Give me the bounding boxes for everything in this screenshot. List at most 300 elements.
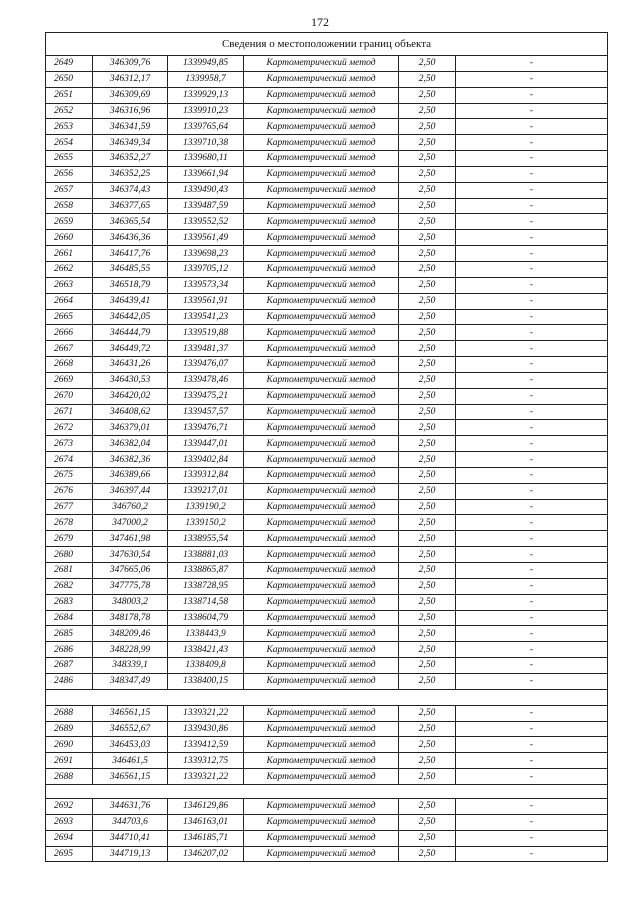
y-coordinate-cell: 1338443,9 [168, 626, 244, 642]
x-coordinate-cell: 347000,2 [93, 515, 168, 531]
y-coordinate-cell: 1338400,15 [168, 673, 244, 689]
y-coordinate-cell: 1339490,43 [168, 182, 244, 198]
accuracy-cell: 2,50 [399, 420, 456, 436]
description-cell: - [456, 277, 608, 293]
point-number-cell: 2681 [46, 563, 93, 579]
accuracy-cell: 2,50 [399, 246, 456, 262]
y-coordinate-cell: 1339457,57 [168, 404, 244, 420]
method-cell: Картометрический метод [244, 357, 399, 373]
accuracy-cell: 2,50 [399, 119, 456, 135]
point-number-cell: 2667 [46, 341, 93, 357]
y-coordinate-cell: 1339949,85 [168, 56, 244, 72]
y-coordinate-cell: 1339698,23 [168, 246, 244, 262]
y-coordinate-cell: 1346207,02 [168, 846, 244, 862]
x-coordinate-cell: 346431,26 [93, 357, 168, 373]
table-row [46, 563, 608, 579]
table-row [46, 658, 608, 674]
accuracy-cell: 2,50 [399, 846, 456, 862]
accuracy-cell: 2,50 [399, 798, 456, 814]
y-coordinate-cell: 1339541,23 [168, 309, 244, 325]
description-cell: - [456, 71, 608, 87]
method-cell: Картометрический метод [244, 499, 399, 515]
description-cell: - [456, 420, 608, 436]
x-coordinate-cell: 346382,36 [93, 452, 168, 468]
method-cell: Картометрический метод [244, 56, 399, 72]
method-cell: Картометрический метод [244, 420, 399, 436]
description-cell: - [456, 658, 608, 674]
point-number-cell: 2673 [46, 436, 93, 452]
table-row [46, 753, 608, 769]
point-number-cell: 2683 [46, 594, 93, 610]
accuracy-cell: 2,50 [399, 814, 456, 830]
x-coordinate-cell: 346349,34 [93, 135, 168, 151]
description-cell: - [456, 357, 608, 373]
y-coordinate-cell: 1338409,8 [168, 658, 244, 674]
y-coordinate-cell: 1339519,88 [168, 325, 244, 341]
point-number-cell: 2694 [46, 830, 93, 846]
table-row [46, 372, 608, 388]
point-number-cell: 2674 [46, 452, 93, 468]
table-row [46, 642, 608, 658]
x-coordinate-cell: 346461,5 [93, 753, 168, 769]
accuracy-cell: 2,50 [399, 166, 456, 182]
y-coordinate-cell: 1338604,79 [168, 610, 244, 626]
point-number-cell: 2664 [46, 293, 93, 309]
accuracy-cell: 2,50 [399, 610, 456, 626]
table-row [46, 467, 608, 483]
accuracy-cell: 2,50 [399, 705, 456, 721]
y-coordinate-cell: 1339765,64 [168, 119, 244, 135]
description-cell: - [456, 56, 608, 72]
method-cell: Картометрический метод [244, 846, 399, 862]
point-number-cell: 2687 [46, 658, 93, 674]
accuracy-cell: 2,50 [399, 769, 456, 785]
point-number-cell: 2665 [46, 309, 93, 325]
accuracy-cell: 2,50 [399, 531, 456, 547]
description-cell: - [456, 594, 608, 610]
point-number-cell: 2691 [46, 753, 93, 769]
x-coordinate-cell: 346312,17 [93, 71, 168, 87]
description-cell: - [456, 341, 608, 357]
description-cell: - [456, 166, 608, 182]
method-cell: Картометрический метод [244, 103, 399, 119]
point-number-cell: 2675 [46, 467, 93, 483]
x-coordinate-cell: 346417,76 [93, 246, 168, 262]
y-coordinate-cell: 1338881,03 [168, 547, 244, 563]
x-coordinate-cell: 346377,65 [93, 198, 168, 214]
method-cell: Картометрический метод [244, 261, 399, 277]
method-cell: Картометрический метод [244, 578, 399, 594]
point-number-cell: 2666 [46, 325, 93, 341]
group-separator-cell [46, 689, 608, 705]
x-coordinate-cell: 346352,25 [93, 166, 168, 182]
table-row [46, 293, 608, 309]
x-coordinate-cell: 346397,44 [93, 483, 168, 499]
x-coordinate-cell: 347775,78 [93, 578, 168, 594]
table-row [46, 721, 608, 737]
accuracy-cell: 2,50 [399, 830, 456, 846]
y-coordinate-cell: 1339430,86 [168, 721, 244, 737]
x-coordinate-cell: 348339,1 [93, 658, 168, 674]
table-row [46, 578, 608, 594]
x-coordinate-cell: 348347,49 [93, 673, 168, 689]
x-coordinate-cell: 347461,98 [93, 531, 168, 547]
x-coordinate-cell: 346352,27 [93, 151, 168, 167]
point-number-cell: 2669 [46, 372, 93, 388]
description-cell: - [456, 798, 608, 814]
point-number-cell: 2660 [46, 230, 93, 246]
table-row [46, 673, 608, 689]
x-coordinate-cell: 346430,53 [93, 372, 168, 388]
accuracy-cell: 2,50 [399, 658, 456, 674]
table-row [46, 798, 608, 814]
table-row [46, 404, 608, 420]
y-coordinate-cell: 1339150,2 [168, 515, 244, 531]
x-coordinate-cell: 344631,76 [93, 798, 168, 814]
accuracy-cell: 2,50 [399, 198, 456, 214]
table-row [46, 261, 608, 277]
table-row [46, 230, 608, 246]
accuracy-cell: 2,50 [399, 753, 456, 769]
method-cell: Картометрический метод [244, 293, 399, 309]
x-coordinate-cell: 346760,2 [93, 499, 168, 515]
y-coordinate-cell: 1339402,84 [168, 452, 244, 468]
x-coordinate-cell: 346316,96 [93, 103, 168, 119]
y-coordinate-cell: 1339710,38 [168, 135, 244, 151]
y-coordinate-cell: 1339705,12 [168, 261, 244, 277]
description-cell: - [456, 578, 608, 594]
description-cell: - [456, 404, 608, 420]
y-coordinate-cell: 1339481,37 [168, 341, 244, 357]
accuracy-cell: 2,50 [399, 71, 456, 87]
point-number-cell: 2695 [46, 846, 93, 862]
accuracy-cell: 2,50 [399, 673, 456, 689]
description-cell: - [456, 119, 608, 135]
description-cell: - [456, 705, 608, 721]
method-cell: Картометрический метод [244, 769, 399, 785]
method-cell: Картометрический метод [244, 182, 399, 198]
y-coordinate-cell: 1339312,75 [168, 753, 244, 769]
description-cell: - [456, 547, 608, 563]
y-coordinate-cell: 1339573,34 [168, 277, 244, 293]
description-cell: - [456, 436, 608, 452]
accuracy-cell: 2,50 [399, 293, 456, 309]
point-number-cell: 2686 [46, 642, 93, 658]
group-separator-cell [46, 784, 608, 798]
accuracy-cell: 2,50 [399, 626, 456, 642]
table-row [46, 420, 608, 436]
point-number-cell: 2688 [46, 769, 93, 785]
table-row [46, 547, 608, 563]
accuracy-cell: 2,50 [399, 341, 456, 357]
table-row [46, 166, 608, 182]
y-coordinate-cell: 1339561,49 [168, 230, 244, 246]
accuracy-cell: 2,50 [399, 483, 456, 499]
method-cell: Картометрический метод [244, 642, 399, 658]
method-cell: Картометрический метод [244, 452, 399, 468]
y-coordinate-cell: 1339661,94 [168, 166, 244, 182]
method-cell: Картометрический метод [244, 673, 399, 689]
description-cell: - [456, 753, 608, 769]
table-row [46, 814, 608, 830]
method-cell: Картометрический метод [244, 341, 399, 357]
table-row [46, 610, 608, 626]
x-coordinate-cell: 346365,54 [93, 214, 168, 230]
accuracy-cell: 2,50 [399, 309, 456, 325]
point-number-cell: 2657 [46, 182, 93, 198]
table-row [46, 182, 608, 198]
method-cell: Картометрический метод [244, 119, 399, 135]
table-row [46, 846, 608, 862]
accuracy-cell: 2,50 [399, 56, 456, 72]
description-cell: - [456, 610, 608, 626]
x-coordinate-cell: 348228,99 [93, 642, 168, 658]
y-coordinate-cell: 1338421,43 [168, 642, 244, 658]
method-cell: Картометрический метод [244, 372, 399, 388]
x-coordinate-cell: 347665,06 [93, 563, 168, 579]
point-number-cell: 2486 [46, 673, 93, 689]
method-cell: Картометрический метод [244, 705, 399, 721]
x-coordinate-cell: 346379,01 [93, 420, 168, 436]
table-row [46, 737, 608, 753]
method-cell: Картометрический метод [244, 135, 399, 151]
table-row [46, 515, 608, 531]
y-coordinate-cell: 1338955,54 [168, 531, 244, 547]
y-coordinate-cell: 1339475,21 [168, 388, 244, 404]
table-row [46, 56, 608, 72]
accuracy-cell: 2,50 [399, 135, 456, 151]
description-cell: - [456, 737, 608, 753]
description-cell: - [456, 515, 608, 531]
x-coordinate-cell: 348209,46 [93, 626, 168, 642]
x-coordinate-cell: 348178,78 [93, 610, 168, 626]
point-number-cell: 2684 [46, 610, 93, 626]
x-coordinate-cell: 346518,79 [93, 277, 168, 293]
y-coordinate-cell: 1339447,01 [168, 436, 244, 452]
method-cell: Картометрический метод [244, 166, 399, 182]
table-row [46, 436, 608, 452]
description-cell: - [456, 293, 608, 309]
point-number-cell: 2655 [46, 151, 93, 167]
table-row [46, 388, 608, 404]
table-row [46, 119, 608, 135]
method-cell: Картометрический метод [244, 198, 399, 214]
description-cell: - [456, 769, 608, 785]
accuracy-cell: 2,50 [399, 277, 456, 293]
accuracy-cell: 2,50 [399, 436, 456, 452]
method-cell: Картометрический метод [244, 547, 399, 563]
y-coordinate-cell: 1339680,11 [168, 151, 244, 167]
accuracy-cell: 2,50 [399, 563, 456, 579]
x-coordinate-cell: 346309,76 [93, 56, 168, 72]
description-cell: - [456, 531, 608, 547]
method-cell: Картометрический метод [244, 309, 399, 325]
method-cell: Картометрический метод [244, 325, 399, 341]
method-cell: Картометрический метод [244, 594, 399, 610]
y-coordinate-cell: 1346163,01 [168, 814, 244, 830]
y-coordinate-cell: 1338728,95 [168, 578, 244, 594]
description-cell: - [456, 388, 608, 404]
table-row [46, 71, 608, 87]
description-cell: - [456, 626, 608, 642]
x-coordinate-cell: 346561,15 [93, 705, 168, 721]
point-number-cell: 2663 [46, 277, 93, 293]
description-cell: - [456, 721, 608, 737]
method-cell: Картометрический метод [244, 404, 399, 420]
table-row [46, 135, 608, 151]
x-coordinate-cell: 346444,79 [93, 325, 168, 341]
y-coordinate-cell: 1338865,87 [168, 563, 244, 579]
x-coordinate-cell: 346436,36 [93, 230, 168, 246]
y-coordinate-cell: 1346129,86 [168, 798, 244, 814]
x-coordinate-cell: 346408,62 [93, 404, 168, 420]
x-coordinate-cell: 346561,15 [93, 769, 168, 785]
description-cell: - [456, 325, 608, 341]
table-row [46, 325, 608, 341]
point-number-cell: 2682 [46, 578, 93, 594]
accuracy-cell: 2,50 [399, 151, 456, 167]
description-cell: - [456, 230, 608, 246]
description-cell: - [456, 214, 608, 230]
description-cell: - [456, 563, 608, 579]
y-coordinate-cell: 1339958,7 [168, 71, 244, 87]
accuracy-cell: 2,50 [399, 642, 456, 658]
description-cell: - [456, 372, 608, 388]
method-cell: Картометрический метод [244, 798, 399, 814]
table-row [46, 452, 608, 468]
table-row [46, 357, 608, 373]
method-cell: Картометрический метод [244, 753, 399, 769]
point-number-cell: 2680 [46, 547, 93, 563]
method-cell: Картометрический метод [244, 515, 399, 531]
accuracy-cell: 2,50 [399, 578, 456, 594]
point-number-cell: 2688 [46, 705, 93, 721]
point-number-cell: 2690 [46, 737, 93, 753]
description-cell: - [456, 673, 608, 689]
y-coordinate-cell: 1346185,71 [168, 830, 244, 846]
method-cell: Картометрический метод [244, 814, 399, 830]
method-cell: Картометрический метод [244, 388, 399, 404]
y-coordinate-cell: 1339312,84 [168, 467, 244, 483]
x-coordinate-cell: 348003,2 [93, 594, 168, 610]
accuracy-cell: 2,50 [399, 182, 456, 198]
description-cell: - [456, 261, 608, 277]
description-cell: - [456, 642, 608, 658]
x-coordinate-cell: 346420,02 [93, 388, 168, 404]
x-coordinate-cell: 344703,6 [93, 814, 168, 830]
y-coordinate-cell: 1339929,13 [168, 87, 244, 103]
method-cell: Картометрический метод [244, 737, 399, 753]
method-cell: Картометрический метод [244, 230, 399, 246]
table-row [46, 309, 608, 325]
y-coordinate-cell: 1339321,22 [168, 705, 244, 721]
method-cell: Картометрический метод [244, 531, 399, 547]
table-row [46, 626, 608, 642]
point-number-cell: 2649 [46, 56, 93, 72]
accuracy-cell: 2,50 [399, 325, 456, 341]
method-cell: Картометрический метод [244, 436, 399, 452]
description-cell: - [456, 483, 608, 499]
table-row [46, 198, 608, 214]
method-cell: Картометрический метод [244, 721, 399, 737]
point-number-cell: 2652 [46, 103, 93, 119]
method-cell: Картометрический метод [244, 483, 399, 499]
point-number-cell: 2693 [46, 814, 93, 830]
point-number-cell: 2653 [46, 119, 93, 135]
method-cell: Картометрический метод [244, 626, 399, 642]
point-number-cell: 2658 [46, 198, 93, 214]
point-number-cell: 2670 [46, 388, 93, 404]
accuracy-cell: 2,50 [399, 737, 456, 753]
point-number-cell: 2661 [46, 246, 93, 262]
point-number-cell: 2677 [46, 499, 93, 515]
y-coordinate-cell: 1339321,22 [168, 769, 244, 785]
accuracy-cell: 2,50 [399, 388, 456, 404]
method-cell: Картометрический метод [244, 71, 399, 87]
point-number-cell: 2651 [46, 87, 93, 103]
table-title: Сведения о местоположении границ объекта [46, 33, 608, 56]
x-coordinate-cell: 346552,67 [93, 721, 168, 737]
y-coordinate-cell: 1339487,59 [168, 198, 244, 214]
description-cell: - [456, 198, 608, 214]
method-cell: Картометрический метод [244, 830, 399, 846]
accuracy-cell: 2,50 [399, 372, 456, 388]
description-cell: - [456, 246, 608, 262]
description-cell: - [456, 814, 608, 830]
x-coordinate-cell: 346449,72 [93, 341, 168, 357]
point-number-cell: 2685 [46, 626, 93, 642]
group-separator-row [46, 689, 608, 705]
y-coordinate-cell: 1339478,46 [168, 372, 244, 388]
description-cell: - [456, 467, 608, 483]
point-number-cell: 2692 [46, 798, 93, 814]
table-row [46, 483, 608, 499]
table-row [46, 277, 608, 293]
x-coordinate-cell: 344710,41 [93, 830, 168, 846]
method-cell: Картометрический метод [244, 246, 399, 262]
accuracy-cell: 2,50 [399, 467, 456, 483]
group-separator-row [46, 784, 608, 798]
accuracy-cell: 2,50 [399, 452, 456, 468]
accuracy-cell: 2,50 [399, 499, 456, 515]
table-row [46, 594, 608, 610]
description-cell: - [456, 151, 608, 167]
y-coordinate-cell: 1339217,01 [168, 483, 244, 499]
description-cell: - [456, 87, 608, 103]
accuracy-cell: 2,50 [399, 594, 456, 610]
point-number-cell: 2671 [46, 404, 93, 420]
x-coordinate-cell: 346442,05 [93, 309, 168, 325]
method-cell: Картометрический метод [244, 467, 399, 483]
table-row [46, 341, 608, 357]
point-number-cell: 2678 [46, 515, 93, 531]
page-number: 172 [311, 15, 329, 29]
table-row [46, 103, 608, 119]
accuracy-cell: 2,50 [399, 547, 456, 563]
table-row [46, 769, 608, 785]
description-cell: - [456, 309, 608, 325]
method-cell: Картометрический метод [244, 151, 399, 167]
accuracy-cell: 2,50 [399, 357, 456, 373]
x-coordinate-cell: 346389,66 [93, 467, 168, 483]
y-coordinate-cell: 1339476,07 [168, 357, 244, 373]
y-coordinate-cell: 1339412,59 [168, 737, 244, 753]
x-coordinate-cell: 346341,59 [93, 119, 168, 135]
y-coordinate-cell: 1339552,52 [168, 214, 244, 230]
method-cell: Картометрический метод [244, 277, 399, 293]
y-coordinate-cell: 1338714,58 [168, 594, 244, 610]
accuracy-cell: 2,50 [399, 404, 456, 420]
